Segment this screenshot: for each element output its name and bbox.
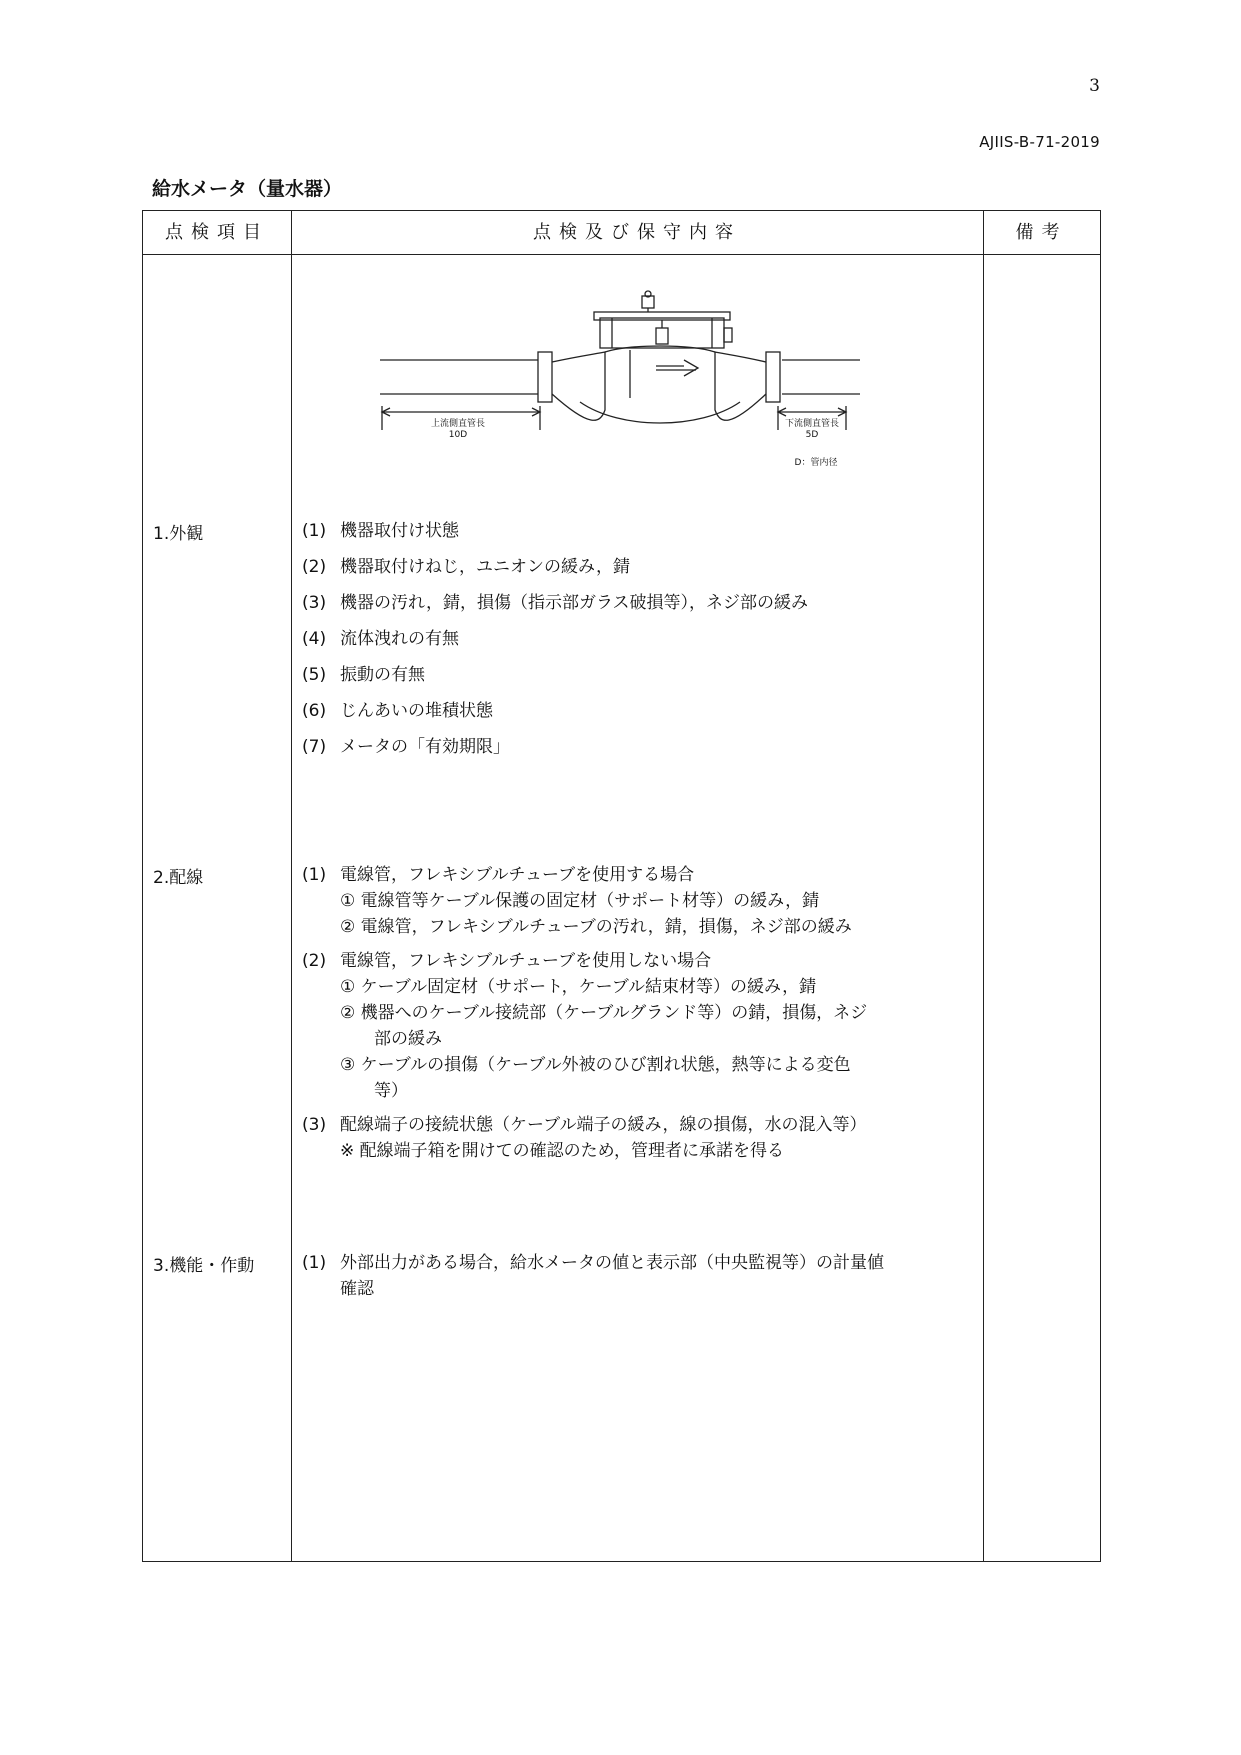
check-subitem-continued: 等） — [374, 1081, 408, 1101]
column-divider — [983, 211, 984, 1561]
section-appearance-content — [302, 518, 972, 760]
check-subitem: ③ ケーブルの損傷（ケーブル外被のひび割れ状態，熱等による変色 — [340, 1055, 851, 1075]
check-note: ※ 配線端子箱を開けての確認のため，管理者に承諾を得る — [340, 1141, 784, 1161]
page-number: 3 — [1089, 76, 1100, 96]
header-inspection-item: 点検項目 — [165, 222, 269, 243]
water-meter-drawing — [380, 290, 900, 480]
check-item: (7) メータの「有効期限」 — [302, 737, 510, 757]
check-item: (1) 電線管，フレキシブルチューブを使用する場合 — [302, 865, 695, 885]
check-item: (2) 電線管，フレキシブルチューブを使用しない場合 — [302, 951, 712, 971]
column-divider — [291, 211, 292, 1561]
check-item: (1) 外部出力がある場合，給水メータの値と表示部（中央監視等）の計量値 — [302, 1253, 884, 1273]
check-item-continued: 確認 — [340, 1279, 374, 1299]
section-title-function: 3.機能・作動 — [153, 1256, 255, 1276]
check-item: (2) 機器取付けねじ，ユニオンの緩み，錆 — [302, 557, 631, 577]
check-item: (6) じんあいの堆積状態 — [302, 701, 493, 721]
check-item: (1) 機器取付け状態 — [302, 521, 459, 541]
check-subitem: ② 機器へのケーブル接続部（ケーブルグランド等）の錆，損傷，ネジ — [340, 1003, 868, 1023]
section-title-appearance: 1.外観 — [153, 524, 204, 544]
check-item: (4) 流体洩れの有無 — [302, 629, 459, 649]
header-inspection-content: 点検及び保守内容 — [533, 222, 741, 243]
header-remarks: 備考 — [1015, 222, 1068, 243]
section-wiring-content — [302, 862, 972, 1164]
check-subitem-continued: 部の緩み — [374, 1029, 442, 1049]
check-item: (5) 振動の有無 — [302, 665, 425, 685]
downstream-length-label: 下流側直管長 — [784, 419, 840, 429]
header-divider — [143, 254, 1100, 255]
water-meter-diagram — [380, 290, 900, 484]
downstream-length-value: 5D — [805, 430, 819, 440]
check-item: (3) 機器の汚れ，錆，損傷（指示部ガラス破損等），ネジ部の緩み — [302, 593, 809, 613]
check-subitem: ① ケーブル固定材（サポート，ケーブル結束材等）の緩み，錆 — [340, 977, 817, 997]
upstream-length-label: 上流側直管長 — [430, 419, 486, 429]
diameter-legend: D：管内径 — [794, 458, 838, 468]
check-item: (3) 配線端子の接続状態（ケーブル端子の緩み，線の損傷，水の混入等） — [302, 1115, 867, 1135]
document-title: 給水メータ（量水器） — [152, 178, 343, 200]
check-subitem: ① 電線管等ケーブル保護の固定材（サポート材等）の緩み，錆 — [340, 891, 820, 911]
upstream-length-value: 10D — [448, 430, 468, 440]
section-function-content — [302, 1250, 972, 1302]
section-title-wiring: 2.配線 — [153, 868, 204, 888]
check-subitem: ② 電線管，フレキシブルチューブの汚れ，錆，損傷，ネジ部の緩み — [340, 917, 852, 937]
document-code: AJIIS-B-71-2019 — [979, 133, 1100, 151]
